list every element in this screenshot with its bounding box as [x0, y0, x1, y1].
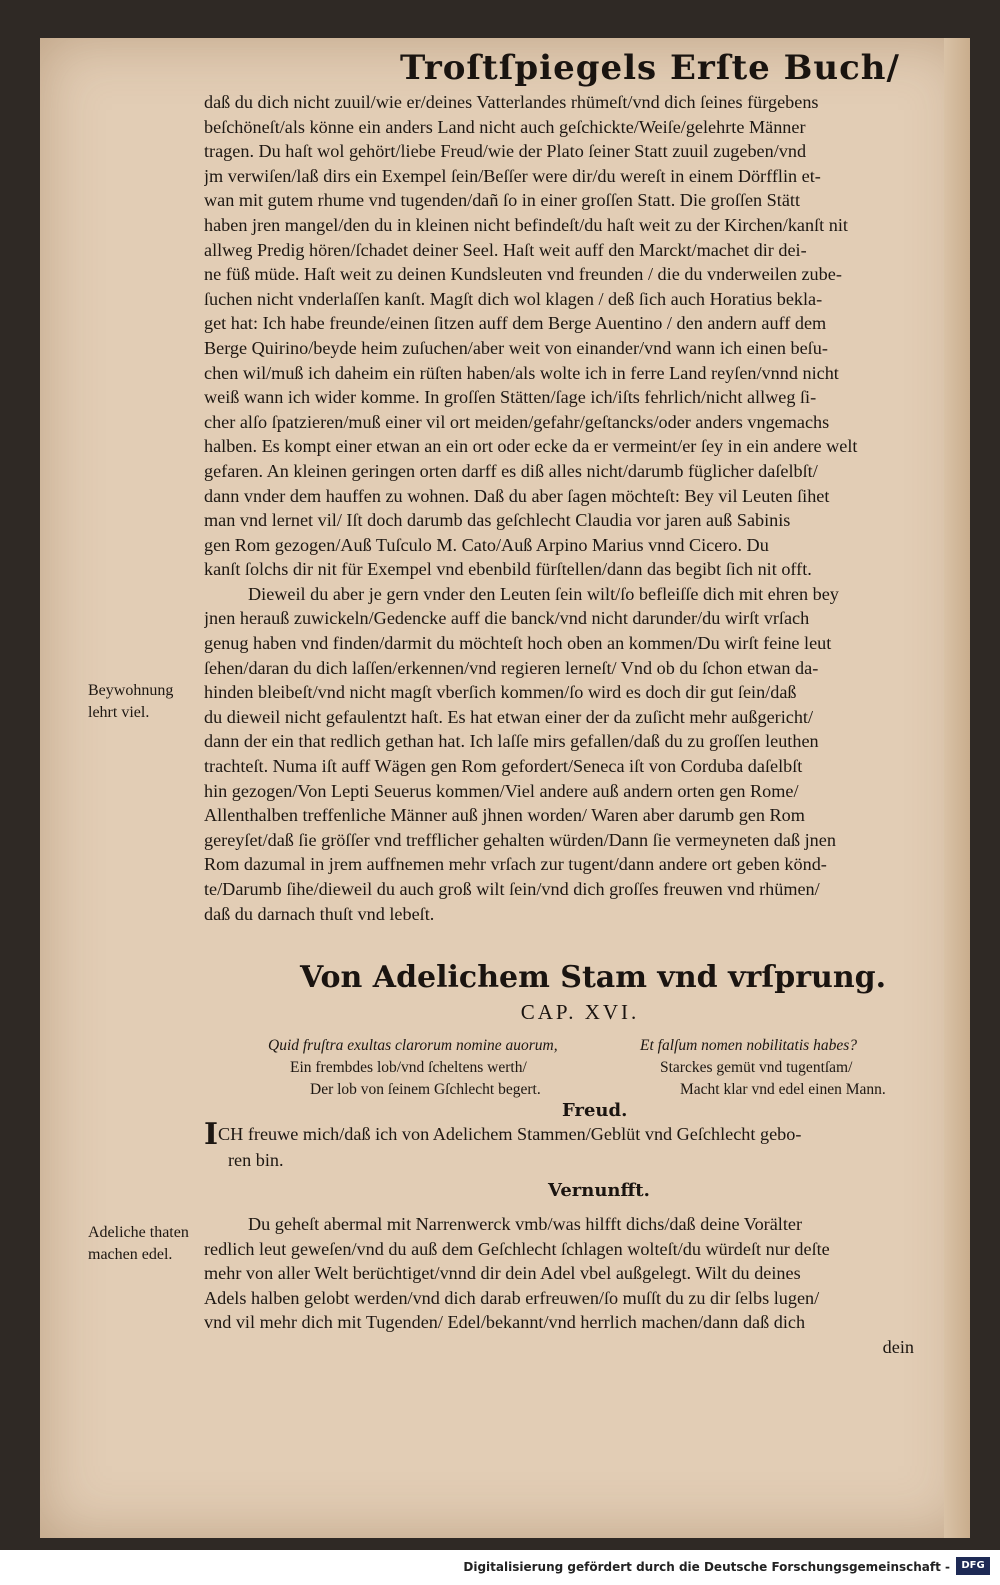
freud-line-1	[204, 1117, 914, 1152]
footer-bar	[0, 1553, 1000, 1585]
margin-note-line: Beywohnung	[88, 682, 174, 699]
text-line: Rom dazumal in jrem auffnemen mehr vrſach zur tugent/dann andere ort geben könd-	[204, 854, 827, 875]
text-line: Adels halben gelobt werden/vnd dich darab erfreuwen/ſo muſſt du zu dir ſelbs lugen/	[204, 1287, 820, 1308]
text-line: gefaren. An kleinen geringen orten darff es diß alles nicht/darumb füglicher daſelbſt/	[204, 460, 818, 481]
footer-credit: Digitalisierung gefördert durch die Deutsche Forschungsgemeinschaft -	[463, 1560, 950, 1574]
dfg-logo: DFG	[956, 1557, 990, 1575]
text-line: mehr von aller Welt berüchtiget/vnnd dir dein Adel vbel außgelegt. Wilt du deines	[204, 1263, 801, 1284]
freud-line-1-text: CH freuwe mich/daß ich von Adelichem Stammen/Geblüt vnd Geſchlecht gebo-	[218, 1124, 802, 1144]
margin-note-adeliche	[88, 1222, 206, 1266]
text-line: ſuchen nicht vnderlaſſen kanſt. Magſt dich wol klagen / deß ſich auch Horatius bekla-	[204, 288, 823, 309]
text-line: dein	[882, 1336, 914, 1357]
text-line: beſchöneſt/als könne ein anders Land nicht auch geſchickte/Weiſe/gelehrte Männer	[204, 116, 806, 137]
text-line: hin gezogen/Von Lepti Seuerus kommen/Viel andere auß andern orten gen Rome/	[204, 780, 799, 801]
text-line: Allenthalben treffenliche Männer auß jhnen worden/ Waren aber darumb gen Rom	[204, 805, 805, 826]
text-line: Berge Quirino/beyde heim zuſuchen/aber weit von einander/vnd wann ich einen beſu-	[204, 337, 828, 358]
text-line: daß du dich nicht zuuil/wie er/deines Vatterlandes rhümeſt/vnd dich ſeines fürgebens	[204, 92, 819, 112]
text-line: Du geheſt abermal mit Narrenwerck vmb/was hilfft dichs/daß deine Vorälter	[248, 1214, 803, 1234]
margin-note-line: Adeliche thaten	[88, 1224, 189, 1241]
text-line: daß du darnach thuſt vnd lebeſt.	[204, 903, 435, 924]
text-line: gen Rom gezogen/Auß Tuſculo M. Cato/Auß Arpino Marius vnnd Cicero. Du	[204, 534, 769, 555]
text-line: jm verwiſen/laß dirs ein Exempel ſein/Beſſer were dir/du wereſt in einem Dörfflin et-	[204, 165, 821, 186]
text-line: redlich leut geweſen/vnd du auß dem Geſchlecht ſchlagen wolteſt/du würdeſt nur deſte	[204, 1238, 830, 1259]
text-line: get hat: Ich habe freunde/einen ſitzen auff dem Berge Auentino / den andern auff dem	[204, 313, 827, 334]
verse-german-left-1: Ein frembdes lob/vnd ſcheltens werth/	[290, 1059, 527, 1076]
verse-latin-right: Et falſum nomen nobilitatis habes?	[640, 1037, 857, 1054]
margin-note-line: lehrt viel.	[88, 704, 150, 721]
text-line: dann vnder dem hauffen zu wohnen. Daß du aber ſagen möchteſt: Bey vil Leuten ſihet	[204, 485, 830, 506]
margin-note-line: machen edel.	[88, 1246, 173, 1263]
freud-line-2: ren bin.	[228, 1149, 284, 1170]
text-line: dann der ein that redlich gethan hat. Ich laſſe mirs gefallen/daß du zu groſſen leuthen	[204, 731, 819, 752]
text-line: hinden bleibeſt/vnd nicht magſt vberſich kommen/ſo wird es doch dir gut ſein/daß	[204, 682, 797, 703]
text-line: ſehen/daran du dich laſſen/erkennen/vnd regieren lerneſt/ Vnd ob du ſchon etwan da-	[204, 657, 819, 678]
text-line: tragen. Du haſt wol gehört/liebe Freud/wie der Plato ſeiner Statt zuuil zugeben/vnd	[204, 141, 807, 162]
page-edge	[944, 38, 970, 1538]
margin-note-beywohnung	[88, 680, 206, 724]
text-line: allweg Predig hören/ſchadet deiner Seel. Haſt weit auff den Marckt/machet dir dei-	[204, 239, 807, 260]
speaker-freud: Freud.	[562, 1100, 628, 1121]
text-line: wan mit gutem rhume vnd tugenden/dañ ſo in einer groſſen Statt. Die groſſen Stätt	[204, 190, 801, 211]
text-line: vnd vil mehr dich mit Tugenden/ Edel/bekannt/vnd herrlich machen/dann daß dich	[204, 1312, 806, 1333]
text-line: jnen herauß zuwickeln/Gedencke auff die banck/vnd nicht darunder/du wirſt vrſach	[204, 608, 810, 629]
text-line: Dieweil du aber je gern vnder den Leuten ſein wilt/ſo befleiſſe dich mit ehren bey	[248, 583, 839, 604]
text-line: haben jren mangel/den du in kleinen nicht befindeſt/du haſt weit zu der Kirchen/kanſt nit	[204, 214, 848, 235]
drop-initial: I	[204, 1117, 219, 1152]
text-line: man vnd lernet vil/ Iſt doch darumb das geſchlecht Claudia vor jaren auß Sabinis	[204, 510, 791, 531]
text-line: du dieweil nicht gefaulentzt haſt. Es hat etwan einer der da zuſicht mehr außgericht/	[204, 706, 814, 727]
vernunfft-text-block	[204, 1212, 914, 1360]
chapter-number: CAP. XVI.	[520, 1000, 640, 1024]
text-line: kanſt ſolchs dir nit für Exempel vnd ebenbild fürſtellen/dann das begibt ſich nit offt.	[204, 559, 812, 580]
text-line: genug haben vnd finden/darmit du möchteſt hoch oben an kommen/Du wirſt feine leut	[204, 633, 832, 654]
text-line: gereyſet/daß ſie gröſſer vnd trefflicher gehalten würden/Dann ſie vermeyneten daß jnen	[204, 829, 836, 850]
chapter-title: Von Adelichem Stam vnd vrſprung.	[300, 960, 887, 995]
verse-german-right-2: Macht klar vnd edel einen Mann.	[680, 1081, 886, 1098]
running-head: Troſtſpiegels Erſte Buch/	[400, 48, 900, 88]
verse-latin-left: Quid fruſtra exultas clarorum nomine auorum,	[268, 1037, 558, 1054]
speaker-vernunfft: Vernunfft.	[548, 1180, 650, 1201]
text-line: ne füß müde. Haſt weit zu deinen Kundsleuten vnd freunden / die du vnderweilen zube-	[204, 264, 842, 285]
text-line: weiß wann ich wider komme. In groſſen Stätten/ſage ich/iſts fehrlich/nicht allweg ſi-	[204, 387, 817, 408]
main-text-block	[204, 90, 914, 926]
text-line: cher alſo ſpatzieren/muß einer vil ort meiden/gefahr/geſtancks/oder anders vngemachs	[204, 411, 830, 432]
text-line: trachteſt. Numa iſt auff Wägen gen Rom gefordert/Seneca iſt von Corduba daſelbſt	[204, 756, 803, 777]
text-line: halben. Es kompt einer etwan an ein ort oder ecke da er vermeint/er ſey in ein andere welt	[204, 436, 858, 457]
verse-german-right-1: Starckes gemüt vnd tugentſam/	[660, 1059, 853, 1076]
verse-german-left-2: Der lob von ſeinem Gſchlecht begert.	[310, 1081, 541, 1098]
freud-speech	[204, 1117, 914, 1172]
text-line: chen wil/muß ich daheim ein rüſten haben/als wolte ich in ferre Land reyſen/vnnd nicht	[204, 362, 839, 383]
text-line: te/Darumb ſihe/dieweil du auch groß wilt ſein/vnd dich groſſes freuwen vnd rhümen/	[204, 879, 820, 899]
